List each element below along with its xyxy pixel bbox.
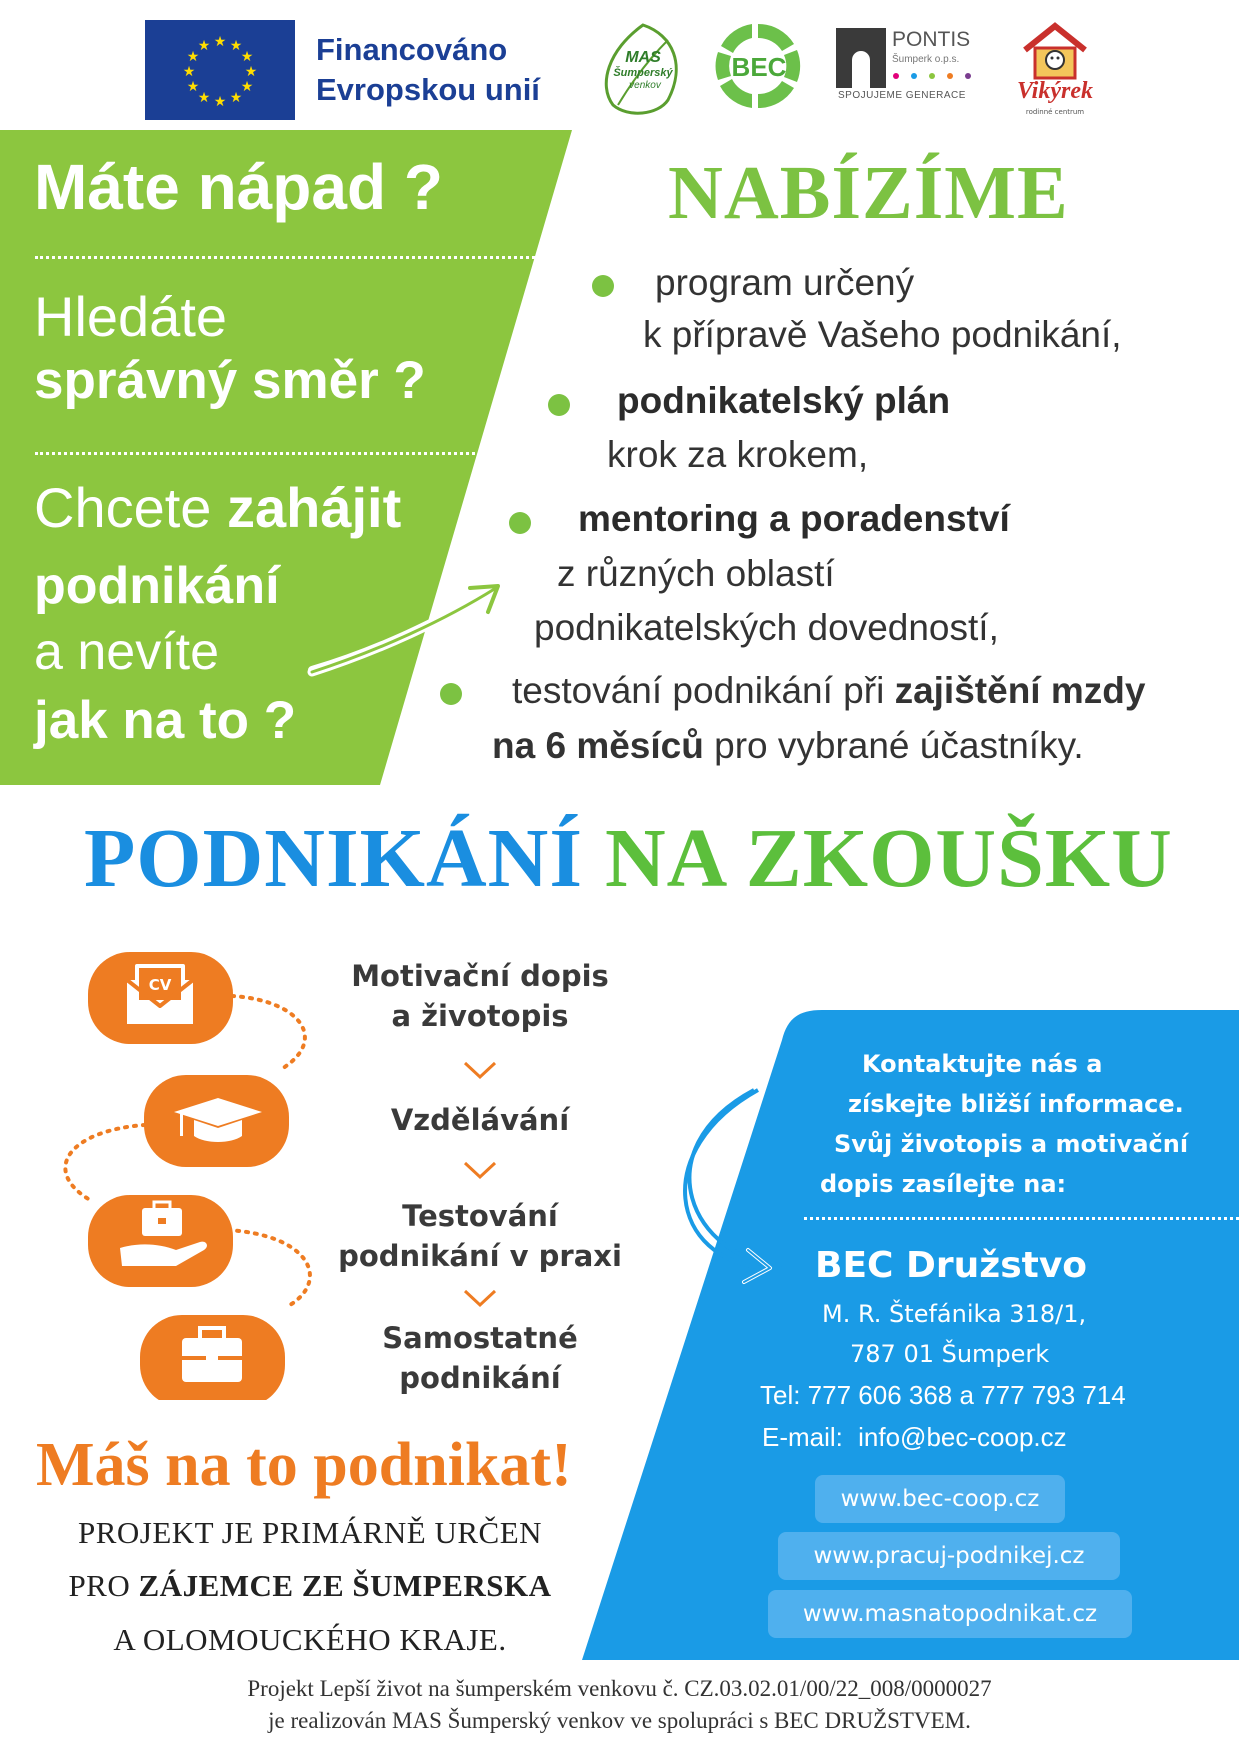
email-label: E-mail: <box>762 1422 843 1452</box>
step3-line1: Testování <box>402 1199 558 1233</box>
contact-address-line2: 787 01 Šumperk <box>850 1340 1050 1368</box>
step-education: Vzdělávání <box>390 1103 570 1137</box>
link-bec-coop[interactable]: www.bec-coop.cz <box>815 1475 1065 1523</box>
step4-line1: Samostatné <box>382 1321 578 1355</box>
question-idea: Máte nápad ? <box>34 151 443 223</box>
mas-logo-text2: Šumperský <box>613 67 673 79</box>
offer-item2-line2: krok za krokem, <box>607 434 869 475</box>
offer-item3-line2: z různých oblastí <box>557 553 835 594</box>
offer-item4-line2 <box>492 725 1084 767</box>
contact-email-row <box>762 1422 1067 1453</box>
divider <box>35 452 475 455</box>
bec-logo-text: BEC <box>731 52 787 82</box>
svg-text:★: ★ <box>186 49 200 65</box>
project-note-bold: ZÁJEMCE ZE ŠUMPERSKA <box>138 1568 552 1603</box>
svg-text:★: ★ <box>182 64 196 80</box>
contact-phone[interactable]: Tel: 777 606 368 a 777 793 714 <box>760 1380 1126 1410</box>
chevron-down-icon <box>462 1160 498 1180</box>
svg-text:★: ★ <box>229 90 243 106</box>
pontis-name: PONTIS <box>892 28 971 51</box>
arrow-to-contact-icon <box>560 1000 820 1300</box>
footer-line1: Projekt Lepší život na šumperském venkovu č. CZ.03.02.01/00/22_008/0000027 <box>247 1676 992 1701</box>
page-title <box>84 810 1173 907</box>
mas-logo <box>598 20 688 120</box>
offer-item1-line2: k přípravě Vašeho podnikání, <box>643 314 1122 355</box>
question-start-line2: podnikání <box>34 557 280 615</box>
slogan: Máš na to podnikat! <box>36 1431 572 1499</box>
bullet-icon <box>592 275 614 297</box>
offer-item3-line1: mentoring a poradenství <box>578 498 1010 539</box>
link-pracuj-podnikej[interactable]: www.pracuj-podnikej.cz <box>778 1532 1120 1580</box>
email-link[interactable]: info@bec-coop.cz <box>858 1422 1067 1452</box>
divider <box>804 1217 1239 1220</box>
offer-title: NABÍZÍME <box>668 151 1069 235</box>
title-part2: NA ZKOUŠKU <box>605 812 1173 905</box>
bullet-icon <box>509 512 531 534</box>
step4-line2: podnikání <box>399 1361 561 1395</box>
mas-logo-text1: MAS <box>625 49 661 66</box>
pontis-logo <box>836 20 976 110</box>
project-note-line2 <box>30 1568 590 1604</box>
question-start-bold: zahájit <box>227 476 402 539</box>
offer-item4-line1 <box>512 670 1145 712</box>
pontis-sub: Šumperk o.p.s. <box>892 54 960 65</box>
link-masnatopodnikat[interactable]: www.masnatopodnikat.cz <box>768 1590 1132 1638</box>
offer-item4-text: testování podnikání při <box>512 670 895 711</box>
question-start-line4: jak na to ? <box>34 691 297 750</box>
contact-intro-line2: získejte bližší informace. <box>848 1090 1184 1118</box>
svg-text:★: ★ <box>213 94 227 110</box>
contact-intro-line4: dopis zasílejte na: <box>820 1170 1067 1198</box>
title-part1: PODNIKÁNÍ <box>84 812 584 905</box>
eu-text-line2: Evropskou unií <box>316 72 540 107</box>
svg-text:★: ★ <box>186 79 200 95</box>
svg-text:★: ★ <box>213 34 227 50</box>
contact-address-line1: M. R. Štefánika 318/1, <box>822 1300 1087 1328</box>
question-start-text: Chcete <box>34 476 227 539</box>
offer-item4-bold: zajištění mzdy <box>894 670 1146 711</box>
chevron-down-icon <box>462 1288 498 1308</box>
contact-intro-line3: Svůj životopis a motivační <box>834 1130 1189 1158</box>
svg-text:★: ★ <box>240 79 254 95</box>
svg-text:★: ★ <box>244 64 258 80</box>
step3-line2: podnikání v praxi <box>338 1239 622 1273</box>
house-icon <box>1005 20 1105 80</box>
bridge-icon <box>836 28 886 88</box>
step1-line1: Motivační dopis <box>351 959 609 993</box>
offer-item1-line1: program určený <box>655 262 915 303</box>
contact-intro-line1: Kontaktujte nás a <box>862 1050 1103 1078</box>
vikyrek-name: Vikýrek <box>1017 78 1093 104</box>
svg-text:★: ★ <box>197 90 211 106</box>
question-start-line3: a nevíte <box>34 623 220 681</box>
question-direction-line1: Hledáte <box>34 285 228 348</box>
svg-text:★: ★ <box>229 38 243 54</box>
pontis-slogan: SPOJUJEME GENERACE <box>838 90 966 101</box>
mas-logo-text3: venkov <box>629 80 661 91</box>
offer-item3-line3: podnikatelských dovedností, <box>534 607 999 648</box>
cv-label: CV <box>148 976 172 994</box>
project-note-line1: PROJEKT JE PRIMÁRNĚ URČEN <box>77 1515 543 1550</box>
vikyrek-sub: rodinné centrum <box>1025 108 1085 116</box>
eu-text-line1: Financováno <box>316 32 508 67</box>
offer-item4-text2: pro vybrané účastníky. <box>703 725 1084 766</box>
envelope-icon <box>127 966 193 1024</box>
svg-text:★: ★ <box>240 49 254 65</box>
divider <box>35 256 535 259</box>
step1-line2: a životopis <box>391 999 569 1033</box>
project-note-text: PRO <box>68 1568 139 1603</box>
bec-logo <box>712 20 804 112</box>
question-direction-line2: správný směr ? <box>34 351 426 410</box>
svg-text:★: ★ <box>197 38 211 54</box>
footer-line2: je realizován MAS Šumperský venkov ve spolupráci s BEC DRUŽSTVEM. <box>268 1708 971 1733</box>
offer-item4-bold2: na 6 měsíců <box>492 725 704 766</box>
bullet-icon <box>548 394 570 416</box>
vikyrek-logo <box>1005 20 1105 120</box>
project-note-line3: A OLOMOUCKÉHO KRAJE. <box>113 1622 507 1657</box>
offer-item2-line1: podnikatelský plán <box>617 380 951 421</box>
question-start-line1 <box>34 475 401 540</box>
bullet-icon <box>440 683 462 705</box>
contact-name: BEC Družstvo <box>815 1245 1088 1286</box>
chevron-down-icon <box>462 1060 498 1080</box>
